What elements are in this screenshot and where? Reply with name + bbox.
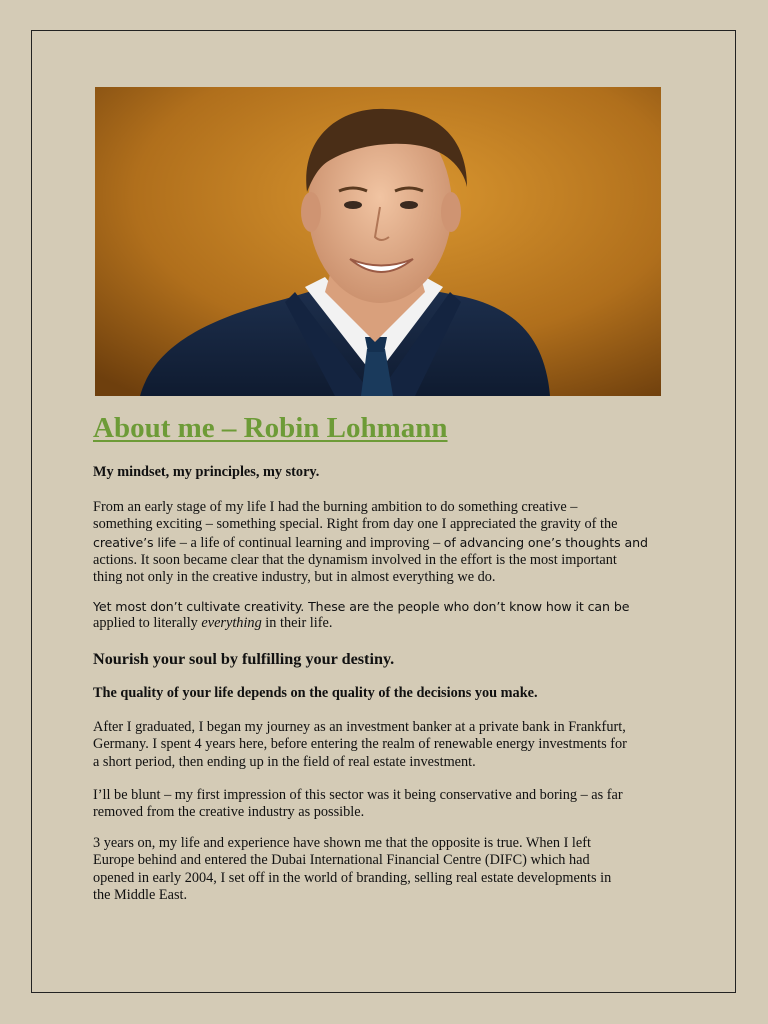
emphasis-text: everything	[201, 615, 262, 632]
text-fragment: in their life.	[261, 615, 333, 632]
text-line: opened in early 2004, I set off in the world of branding, selling real estate developments in	[93, 869, 612, 886]
profile-photo	[95, 87, 661, 396]
text-line: Europe behind and entered the Dubai International Financial Centre (DIFC) which had	[93, 852, 590, 869]
subheading: My mindset, my principles, my story.	[93, 464, 320, 480]
text-fragment: – a life of continual learning and improving –	[176, 534, 444, 551]
text-fragment: applied to literally	[93, 615, 202, 632]
text-line: From an early stage of my life I had the burning ambition to do something creative –	[93, 499, 578, 515]
paragraph-creativity	[93, 598, 683, 633]
text-fragment: of advancing one’s thoughts and	[443, 534, 648, 550]
text-line: something exciting – something special. Right from day one I appreciated the gravity of the	[93, 516, 618, 533]
text-line: actions. It soon became clear that the dynamism involved in the effort is the most important	[93, 551, 617, 568]
text-line: After I graduated, I began my journey as an investment banker at a private bank in Frankfurt,	[93, 719, 626, 735]
text-line: I’ll be blunt – my first impression of this sector was it being conservative and boring – as far	[93, 787, 623, 803]
text-line: Germany. I spent 4 years here, before entering the realm of renewable energy investments for	[93, 736, 627, 753]
text-line	[93, 534, 683, 552]
text-line	[93, 615, 683, 632]
text-line: Yet most don’t cultivate creativity. These are the people who don’t know how it can be	[93, 599, 630, 614]
paragraph-intro	[93, 499, 683, 586]
section-heading-nourish: Nourish your soul by fulfilling your destiny.	[93, 650, 395, 668]
quality-statement: The quality of your life depends on the quality of the decisions you make.	[93, 685, 538, 701]
paragraph-dubai	[93, 835, 683, 904]
text-line: 3 years on, my life and experience have shown me that the opposite is true. When I left	[93, 835, 591, 851]
text-line: removed from the creative industry as possible.	[93, 804, 365, 821]
text-line: a short period, then ending up in the field of real estate investment.	[93, 753, 476, 770]
text-line: the Middle East.	[93, 886, 188, 903]
page-title: About me – Robin Lohmann	[93, 412, 448, 444]
paragraph-impression	[93, 787, 683, 822]
text-line: thing not only in the creative industry, but in almost everything we do.	[93, 569, 496, 586]
paragraph-career	[93, 719, 683, 771]
text-fragment: creative’s life	[93, 534, 177, 550]
